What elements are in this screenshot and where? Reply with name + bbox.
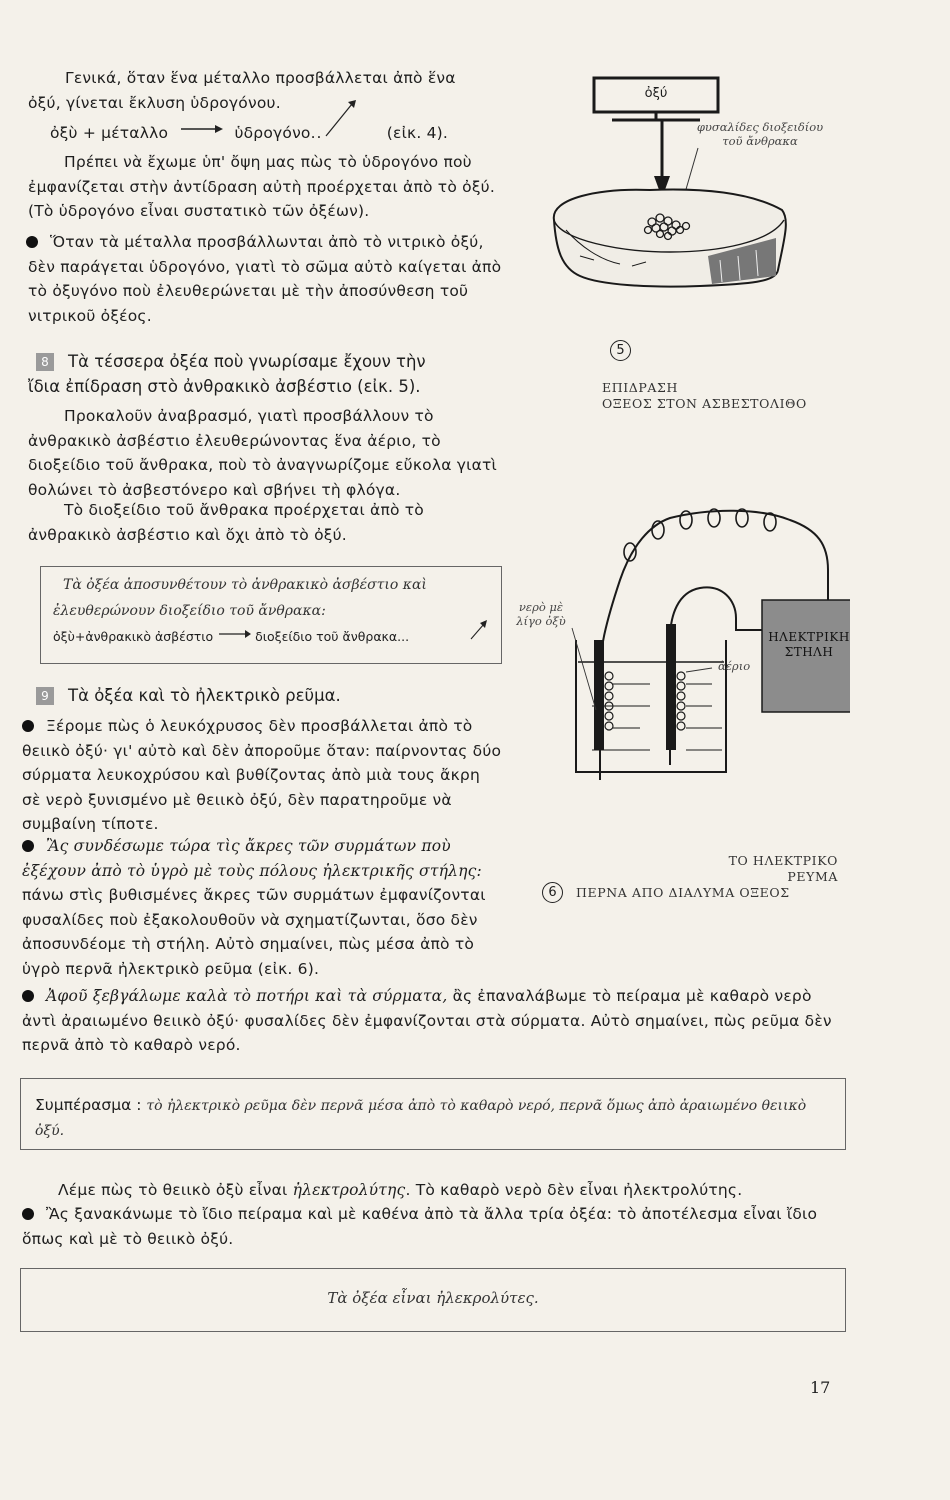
bullet-icon (22, 840, 34, 852)
acid-label: ὀξύ (644, 86, 668, 101)
equation-right: ὑδρογόνο (234, 124, 311, 142)
intro-line2: ὀξύ, γίνεται ἔκλυση ὑδρογόνου. (28, 94, 281, 112)
rule-box-equation: ὀξὺ+ἀνθρακικὸ ἀσβέστιο διοξείδιο τοῦ ἄνθρακα... (53, 629, 409, 644)
arrow-right-icon (179, 117, 223, 142)
battery-label: ΗΛΕΚΤΡΙΚΗ ΣΤΗΛΗ (768, 630, 850, 659)
section-9-paragraph-2: Ἂς συνδέσωμε τώρα τὶς ἄκρες τῶν συρμάτων ποὺ ἐξέχουν ἀπὸ τὸ ὑγρὸ μὲ τοὺς πόλους ἠλεκτρικῆς στήλης: πάνω στὶς βυθισμένες ἄκρες τῶν συρμάτων ἐμφανίζονται φυσαλίδες ποὺ ἐξακολουθοῦν νὰ σχηματίζωνται, ὅσο δὲν ἀποσυνδέομε τὴ στήλη. Αὐτὸ σημαίνει, πὼς μέσα ἀπὸ τὸ ὑγρὸ περνᾶ ἠλεκτρικὸ ρεῦμα (εἰκ. 6). (22, 837, 486, 978)
water-label: νερὸ μὲ λίγο ὀξὺ (516, 600, 566, 628)
section-8-rule-box (40, 566, 502, 664)
figure-6-caption-bottom: ΠΕΡΝΑ ΑΠΟ ΔΙΑΛΥΜΑ ΟΞΕΟΣ (576, 885, 790, 900)
section-8-paragraph-2: Τὸ διοξείδιο τοῦ ἄνθρακα προέρχεται ἀπὸ τὸ ἀνθρακικὸ ἀσβέστιο καὶ ὄχι ἀπὸ τὸ ὀξύ. (28, 501, 424, 544)
rule-box-line1: Τὰ ὀξέα ἀποσυνθέτουν τὸ ἀνθρακικὸ ἀσβέστιο καὶ (63, 577, 427, 593)
figure-5-caption: ΕΠΙΔΡΑΣΗ ΟΞΕΟΣ ΣΤΟΝ ΑΣΒΕΣΤΟΛΙΘΟ (602, 380, 807, 411)
section-9-title: 9 Τὰ ὀξέα καὶ τὸ ἠλεκτρικὸ ρεῦμα. (36, 684, 516, 708)
final-rule-text: Τὰ ὀξέα εἶναι ἠλεκρολύτες. (327, 1289, 539, 1307)
figure-6-number: 6 (542, 882, 563, 903)
conclusion-box (20, 1078, 846, 1150)
rule-box-line2: ἐλευθερώνουν διοξείδιο τοῦ ἄνθρακα: (53, 603, 326, 619)
gas-label: ἀέριο (718, 659, 751, 673)
section-9-paragraph-5: Ἂς ξανακάνωμε τὸ ἴδιο πείραμα καὶ μὲ καθένα ἀπὸ τὰ ἄλλα τρία ὀξέα: τὸ ἀποτέλεσμα εἶναι ἴδιο ὅπως καὶ μὲ τὸ θειικὸ ὀξύ. (22, 1205, 818, 1248)
intro-paragraph-3: Ὅταν τὰ μέταλλα προσβάλλωνται ἀπὸ τὸ νιτρικὸ ὀξύ, δὲν παράγεται ὑδρογόνο, γιατὶ τὸ σῶμα αὐτὸ καίγεται ἀπὸ τὸ ὀξυγόνο ποὺ ἐλευθερώνεται μὲ τὴν ἀποσύνθεση τοῦ νιτρικοῦ ὀξέος. (28, 233, 502, 325)
final-rule-box (20, 1268, 846, 1332)
bubbles-label: φυσαλίδες διοξειδίου τοῦ ἄνθρακα (696, 120, 824, 148)
arrow-right-icon (217, 626, 251, 641)
section-9-paragraph-3: Ἀφοῦ ξεβγάλωμε καλὰ τὸ ποτήρι καὶ τὰ σύρματα, ἂς ἐπαναλάβωμε τὸ πείραμα μὲ καθαρὸ νερὸ ἀντὶ ἀραιωμένο θειικὸ ὀξύ· φυσαλίδες δὲν ἐμφανίζονται στὰ σύρματα. Αὐτὸ σημαίνει, πὼς ρεῦμα δὲν περνᾶ ἀπὸ τὸ καθαρὸ νερό. (22, 987, 832, 1054)
figure-5 (540, 70, 840, 411)
conclusion-text: Συμπέρασμα : τὸ ἠλεκτρικὸ ρεῦμα δὲν περνᾶ μέσα ἀπὸ τὸ καθαρὸ νερό, περνᾶ ὅμως ἀπὸ ἀραιωμένο θειικὸ ὀξύ. (35, 1096, 807, 1139)
diagonal-arrow-icon (328, 128, 362, 138)
equation-ref: (εἰκ. 4). (386, 124, 449, 142)
intro-line1: Γενικά, ὅταν ἕνα μέταλλο προσβάλλεται ἀπὸ ἕνα (65, 69, 456, 87)
figure-6 (500, 500, 850, 910)
bullet-icon (22, 1208, 34, 1220)
bullet-icon (22, 990, 34, 1002)
intro-equation: ὀξὺ + μέταλλο ὑδρογόνο.. (εἰκ. 4). (50, 121, 530, 146)
bullet-icon (22, 720, 34, 732)
limestone-reaction-drawing (540, 70, 840, 320)
diagonal-arrow-icon (469, 619, 489, 641)
section-8-paragraph-1: Προκαλοῦν ἀναβρασμό, γιατὶ προσβάλλουν τὸ ἀνθρακικὸ ἀσβέστιο ἐλευθερώνοντας ἕνα ἀέριο, τὸ διοξείδιο τοῦ ἄνθρακα, ποὺ τὸ ἀναγνωρίζομε εὔκολα γιατὶ θολώνει τὸ ἀσβεστόνερο καὶ σβήνει τὴ φλόγα. (28, 407, 497, 499)
section-number-badge: 8 (36, 353, 54, 371)
bullet-icon (26, 236, 38, 248)
section-number-badge: 9 (36, 687, 54, 705)
section-9-paragraph-1: Ξέρομε πὼς ὁ λευκόχρυσος δὲν προσβάλλεται ἀπὸ τὸ θειικὸ ὀξύ· γι' αὐτὸ καὶ δὲν ἀποροῦμε ὅταν: παίρνοντας δύο σύρματα λευκοχρύσου καὶ βυθίζοντας ἀπὸ μιὰ τους ἄκρη σὲ νερὸ ξυνισμένο μὲ θειικὸ ὀξύ, δὲν παρατηροῦμε νὰ συμβαίνη τίποτε. (22, 717, 502, 833)
conclusion-label: Συμπέρασμα (35, 1096, 132, 1114)
intro-paragraph-2: Πρέπει νὰ ἔχωμε ὑπ' ὄψη μας πὼς τὸ ὑδρογόνο ποὺ ἐμφανίζεται στὴν ἀντίδραση αὐτὴ προέρχεται ἀπὸ τὸ ὀξύ.(Τὸ ὑδρογόνο εἶναι συστατικὸ τῶν ὀξέων). (28, 153, 495, 220)
section-8-title-line2: ἴδια ἐπίδραση στὸ ἀνθρακικὸ ἀσβέστιο (εἰκ. 5). (28, 377, 421, 396)
equation-left: ὀξὺ + μέταλλο (50, 124, 169, 142)
figure-6-caption-top: ΤΟ ΗΛΕΚΤΡΙΚΟ ΡΕΥΜΑ (728, 853, 838, 884)
page-number: 17 (810, 1378, 831, 1397)
section-8-title: 8 Τὰ τέσσερα ὀξέα ποὺ γνωρίσαμε ἔχουν τὴν (36, 350, 516, 374)
section-9-paragraph-4: Λέμε πὼς τὸ θειικὸ ὀξὺ εἶναι ἠλεκτρολύτης. Τὸ καθαρὸ νερὸ δὲν εἶναι ἠλεκτρολύτης. (58, 1181, 743, 1199)
figure-5-number: 5 (610, 340, 631, 361)
